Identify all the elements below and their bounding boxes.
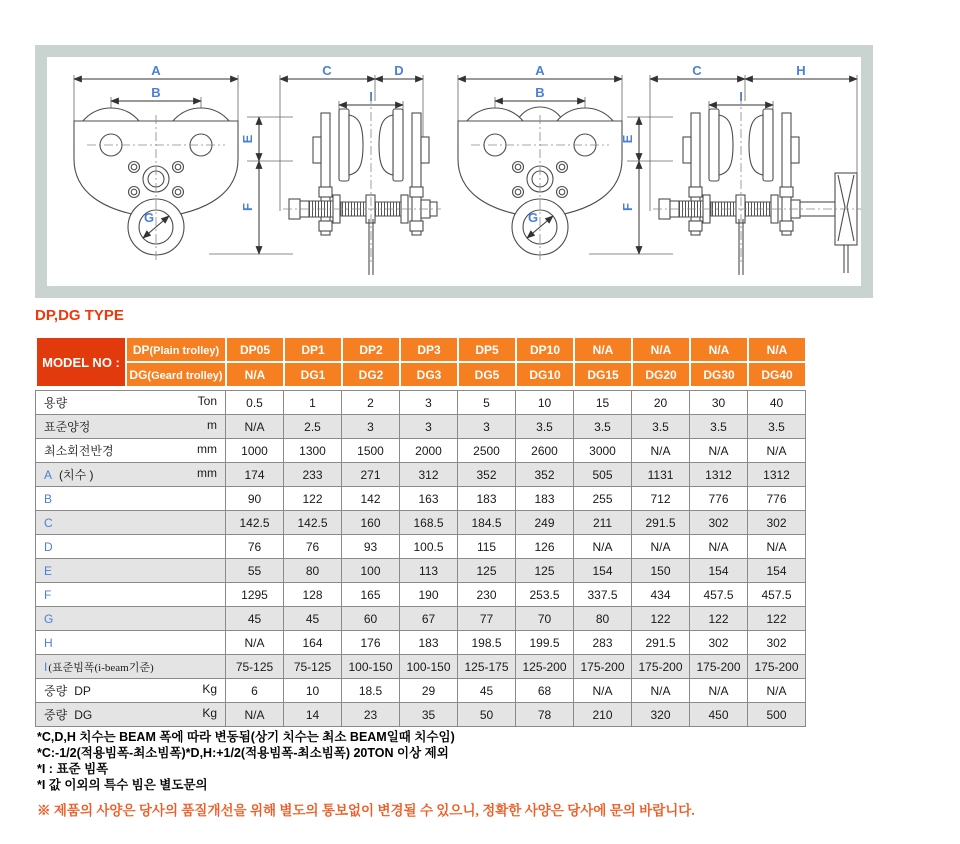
dim-label-h: H	[796, 63, 806, 78]
value-cell: N/A	[226, 415, 284, 439]
model-name-cell: DP10	[516, 337, 574, 362]
value-cell: 249	[516, 511, 574, 535]
row-label: F	[44, 587, 52, 602]
value-cell: 352	[516, 463, 574, 487]
footnotes	[37, 729, 455, 793]
model-name-cell: DG1	[284, 362, 342, 387]
value-cell: 90	[226, 487, 284, 511]
value-cell: 1312	[690, 463, 748, 487]
row-label: E	[44, 563, 53, 578]
value-cell: 3.5	[748, 415, 806, 439]
value-cell: 68	[516, 679, 574, 703]
value-cell: 183	[400, 631, 458, 655]
value-cell: 183	[458, 487, 516, 511]
value-cell: 122	[690, 607, 748, 631]
model-name-cell: DG30	[690, 362, 748, 387]
value-cell: 15	[574, 391, 632, 415]
model-no-cell: MODEL NO :	[36, 337, 126, 387]
value-cell: 125-200	[516, 655, 574, 679]
value-cell: 55	[226, 559, 284, 583]
model-type-code: DP	[132, 342, 150, 357]
value-cell: 78	[516, 703, 574, 727]
value-cell: 45	[458, 679, 516, 703]
value-cell: 125-175	[458, 655, 516, 679]
value-cell: 450	[690, 703, 748, 727]
model-type-cell	[126, 362, 226, 387]
row-label: 중량	[44, 684, 68, 698]
model-name-cell: N/A	[632, 337, 690, 362]
value-cell: 211	[574, 511, 632, 535]
value-cell: 1312	[748, 463, 806, 487]
value-cell: N/A	[690, 535, 748, 559]
model-type-cell	[126, 337, 226, 362]
row-label-cell	[36, 487, 226, 511]
value-cell: 100.5	[400, 535, 458, 559]
value-cell: 125	[458, 559, 516, 583]
model-name-cell: N/A	[748, 337, 806, 362]
value-cell: 75-125	[284, 655, 342, 679]
row-label-cell	[36, 583, 226, 607]
dim-label-i: I	[739, 89, 743, 104]
spec-row	[36, 607, 806, 631]
value-cell: N/A	[632, 679, 690, 703]
value-cell: 337.5	[574, 583, 632, 607]
row-label: H	[44, 635, 53, 650]
value-cell: N/A	[748, 535, 806, 559]
trolley-drawings	[47, 57, 861, 286]
row-label: B	[44, 491, 53, 506]
model-name-cell: N/A	[226, 362, 284, 387]
value-cell: 2.5	[284, 415, 342, 439]
row-label-cell	[36, 511, 226, 535]
value-cell: 312	[400, 463, 458, 487]
value-cell: 154	[574, 559, 632, 583]
dp-front-view	[74, 63, 238, 261]
value-cell: 6	[226, 679, 284, 703]
value-cell: 115	[458, 535, 516, 559]
value-cell: 45	[284, 607, 342, 631]
value-cell: N/A	[574, 679, 632, 703]
spec-row	[36, 487, 806, 511]
row-label: 최소회전반경	[44, 444, 114, 458]
value-cell: 3.5	[690, 415, 748, 439]
value-cell: 100	[342, 559, 400, 583]
value-cell: 776	[748, 487, 806, 511]
dim-label-b: B	[151, 85, 161, 100]
value-cell: 457.5	[748, 583, 806, 607]
value-cell: 1000	[226, 439, 284, 463]
spec-row	[36, 559, 806, 583]
value-cell: 2	[342, 391, 400, 415]
dim-label-d: D	[394, 63, 404, 78]
spec-row	[36, 463, 806, 487]
value-cell: N/A	[226, 631, 284, 655]
value-cell: 184.5	[458, 511, 516, 535]
row-unit: Kg	[202, 682, 218, 696]
value-cell: 30	[690, 391, 748, 415]
value-cell: 10	[284, 679, 342, 703]
value-cell: 3	[458, 415, 516, 439]
dim-label-i: I	[369, 89, 373, 104]
value-cell: 5	[458, 391, 516, 415]
row-label-cell	[36, 679, 226, 703]
dim-label-g: G	[143, 210, 155, 225]
value-cell: 142.5	[226, 511, 284, 535]
value-cell: 126	[516, 535, 574, 559]
value-cell: N/A	[226, 703, 284, 727]
value-cell: 142	[342, 487, 400, 511]
value-cell: 0.5	[226, 391, 284, 415]
row-unit: mm	[197, 442, 218, 456]
value-cell: 776	[690, 487, 748, 511]
spec-row	[36, 583, 806, 607]
value-cell: 80	[284, 559, 342, 583]
row-label-cell	[36, 655, 226, 679]
value-cell: 175-200	[632, 655, 690, 679]
value-cell: N/A	[632, 535, 690, 559]
value-cell: 14	[284, 703, 342, 727]
row-label-cell	[36, 607, 226, 631]
value-cell: 50	[458, 703, 516, 727]
row-label-cell	[36, 415, 226, 439]
model-name-cell: DG5	[458, 362, 516, 387]
value-cell: 175-200	[690, 655, 748, 679]
value-cell: 291.5	[632, 511, 690, 535]
dim-label-f: F	[620, 203, 635, 211]
value-cell: 3	[400, 415, 458, 439]
model-type-code: DG	[129, 367, 148, 382]
value-cell: 80	[574, 607, 632, 631]
value-cell: 183	[516, 487, 574, 511]
value-cell: 1295	[226, 583, 284, 607]
row-label-suffix: DP	[74, 684, 91, 698]
value-cell: 122	[748, 607, 806, 631]
model-type-desc: (Geard trolley)	[147, 369, 223, 382]
model-name-cell: DP2	[342, 337, 400, 362]
value-cell: 154	[748, 559, 806, 583]
value-cell: 302	[748, 511, 806, 535]
value-cell: 3.5	[574, 415, 632, 439]
value-cell: 3.5	[516, 415, 574, 439]
spec-row	[36, 439, 806, 463]
model-name-cell: DG3	[400, 362, 458, 387]
value-cell: 45	[226, 607, 284, 631]
dim-label-f: F	[240, 203, 255, 211]
value-cell: 168.5	[400, 511, 458, 535]
row-label-cell	[36, 439, 226, 463]
row-label-cell	[36, 631, 226, 655]
value-cell: 100-150	[342, 655, 400, 679]
dg-side-view	[650, 63, 861, 275]
dim-label-c: C	[692, 63, 702, 78]
spec-table-header	[35, 336, 807, 388]
row-label: G	[44, 611, 54, 626]
value-cell: 76	[226, 535, 284, 559]
value-cell: 255	[574, 487, 632, 511]
value-cell: 283	[574, 631, 632, 655]
model-name-cell: DG15	[574, 362, 632, 387]
value-cell: 210	[574, 703, 632, 727]
value-cell: 1131	[632, 463, 690, 487]
spec-row	[36, 655, 806, 679]
model-name-cell: DG40	[748, 362, 806, 387]
row-label: I	[44, 659, 48, 674]
value-cell: 175-200	[574, 655, 632, 679]
model-name-cell: DP5	[458, 337, 516, 362]
value-cell: 70	[516, 607, 574, 631]
row-label-cell	[36, 463, 226, 487]
row-label: A	[44, 468, 53, 482]
value-cell: 1	[284, 391, 342, 415]
value-cell: 154	[690, 559, 748, 583]
value-cell: 125	[516, 559, 574, 583]
value-cell: 113	[400, 559, 458, 583]
value-cell: 320	[632, 703, 690, 727]
value-cell: 160	[342, 511, 400, 535]
model-name-cell: DG2	[342, 362, 400, 387]
value-cell: 198.5	[458, 631, 516, 655]
value-cell: 1500	[342, 439, 400, 463]
row-label-cell	[36, 535, 226, 559]
footnote-line: *C:-1/2(적용빔폭-최소빔폭)*D,H:+1/2(적용빔폭-최소빔폭) 20TON 이상 제외	[37, 746, 449, 760]
row-unit: Ton	[197, 394, 218, 408]
spec-row	[36, 511, 806, 535]
model-name-cell: DG20	[632, 362, 690, 387]
value-cell: 199.5	[516, 631, 574, 655]
value-cell: 164	[284, 631, 342, 655]
dim-label-g: G	[527, 210, 539, 225]
dim-label-a: A	[151, 63, 161, 78]
value-cell: 190	[400, 583, 458, 607]
row-unit: mm	[197, 466, 218, 480]
value-cell: 2600	[516, 439, 574, 463]
value-cell: N/A	[748, 679, 806, 703]
dim-label-c: C	[322, 63, 332, 78]
footnote-line: *I 값 이외의 특수 빔은 별도문의	[37, 778, 208, 792]
value-cell: 60	[342, 607, 400, 631]
value-cell: 67	[400, 607, 458, 631]
spec-row	[36, 631, 806, 655]
value-cell: 122	[632, 607, 690, 631]
model-name-cell: DP05	[226, 337, 284, 362]
value-cell: 23	[342, 703, 400, 727]
value-cell: 500	[748, 703, 806, 727]
value-cell: 302	[690, 511, 748, 535]
row-unit: m	[207, 418, 218, 432]
value-cell: 10	[516, 391, 574, 415]
model-name-cell: N/A	[574, 337, 632, 362]
value-cell: 505	[574, 463, 632, 487]
value-cell: 1300	[284, 439, 342, 463]
value-cell: 75-125	[226, 655, 284, 679]
value-cell: 712	[632, 487, 690, 511]
value-cell: 457.5	[690, 583, 748, 607]
row-unit: Kg	[202, 706, 218, 720]
row-label: 용량	[44, 396, 68, 410]
dg-front-view	[458, 63, 622, 261]
footnote-line: *I : 표준 빔폭	[37, 762, 109, 776]
section-title: DP,DG TYPE	[35, 307, 124, 324]
value-cell: N/A	[632, 439, 690, 463]
model-name-cell: DG10	[516, 362, 574, 387]
value-cell: 233	[284, 463, 342, 487]
value-cell: 100-150	[400, 655, 458, 679]
value-cell: 3.5	[632, 415, 690, 439]
value-cell: 76	[284, 535, 342, 559]
value-cell: 18.5	[342, 679, 400, 703]
value-cell: 20	[632, 391, 690, 415]
value-cell: 175-200	[748, 655, 806, 679]
value-cell: 230	[458, 583, 516, 607]
row-label-cell	[36, 703, 226, 727]
value-cell: 40	[748, 391, 806, 415]
value-cell: N/A	[748, 439, 806, 463]
value-cell: 163	[400, 487, 458, 511]
value-cell: 434	[632, 583, 690, 607]
model-type-desc: (Plain trolley)	[149, 344, 220, 357]
spec-row	[36, 703, 806, 727]
dim-label-b: B	[535, 85, 545, 100]
row-label-suffix: (표준빔폭(i-beam기준)	[48, 661, 154, 674]
value-cell: 29	[400, 679, 458, 703]
value-cell: 302	[690, 631, 748, 655]
value-cell: 291.5	[632, 631, 690, 655]
technical-drawing-frame	[35, 45, 873, 298]
value-cell: 2000	[400, 439, 458, 463]
row-label-suffix: DG	[74, 708, 93, 722]
value-cell: 352	[458, 463, 516, 487]
spec-row	[36, 535, 806, 559]
row-label-cell	[36, 559, 226, 583]
dim-label-e: E	[240, 134, 255, 144]
row-label-suffix: (치수 )	[59, 468, 94, 482]
value-cell: N/A	[690, 439, 748, 463]
spec-row	[36, 415, 806, 439]
value-cell: 77	[458, 607, 516, 631]
row-label: 중량	[44, 708, 68, 722]
value-cell: 253.5	[516, 583, 574, 607]
value-cell: 3	[400, 391, 458, 415]
value-cell: 174	[226, 463, 284, 487]
spec-row	[36, 391, 806, 415]
model-name-cell: N/A	[690, 337, 748, 362]
value-cell: 93	[342, 535, 400, 559]
notice-text: ※ 제품의 사양은 당사의 품질개선을 위해 별도의 통보없이 변경될 수 있으니, 정확한 사양은 당사에 문의 바랍니다.	[37, 803, 695, 818]
dim-label-e: E	[620, 134, 635, 144]
row-label: C	[44, 515, 53, 530]
value-cell: 3	[342, 415, 400, 439]
value-cell: N/A	[690, 679, 748, 703]
value-cell: 2500	[458, 439, 516, 463]
value-cell: 128	[284, 583, 342, 607]
row-label: D	[44, 539, 53, 554]
footnote-line: *C,D,H 치수는 BEAM 폭에 따라 변동됨(상기 치수는 최소 BEAM일때 치수임)	[37, 730, 455, 744]
value-cell: 150	[632, 559, 690, 583]
model-name-cell: DP3	[400, 337, 458, 362]
row-label: 표준양정	[44, 420, 91, 434]
dp-side-view	[280, 63, 441, 275]
value-cell: N/A	[574, 535, 632, 559]
value-cell: 122	[284, 487, 342, 511]
model-name-cell: DP1	[284, 337, 342, 362]
value-cell: 302	[748, 631, 806, 655]
value-cell: 271	[342, 463, 400, 487]
value-cell: 142.5	[284, 511, 342, 535]
spec-row	[36, 679, 806, 703]
row-label-cell	[36, 391, 226, 415]
spec-table	[35, 390, 806, 727]
value-cell: 176	[342, 631, 400, 655]
dim-label-a: A	[535, 63, 545, 78]
value-cell: 35	[400, 703, 458, 727]
value-cell: 165	[342, 583, 400, 607]
value-cell: 3000	[574, 439, 632, 463]
